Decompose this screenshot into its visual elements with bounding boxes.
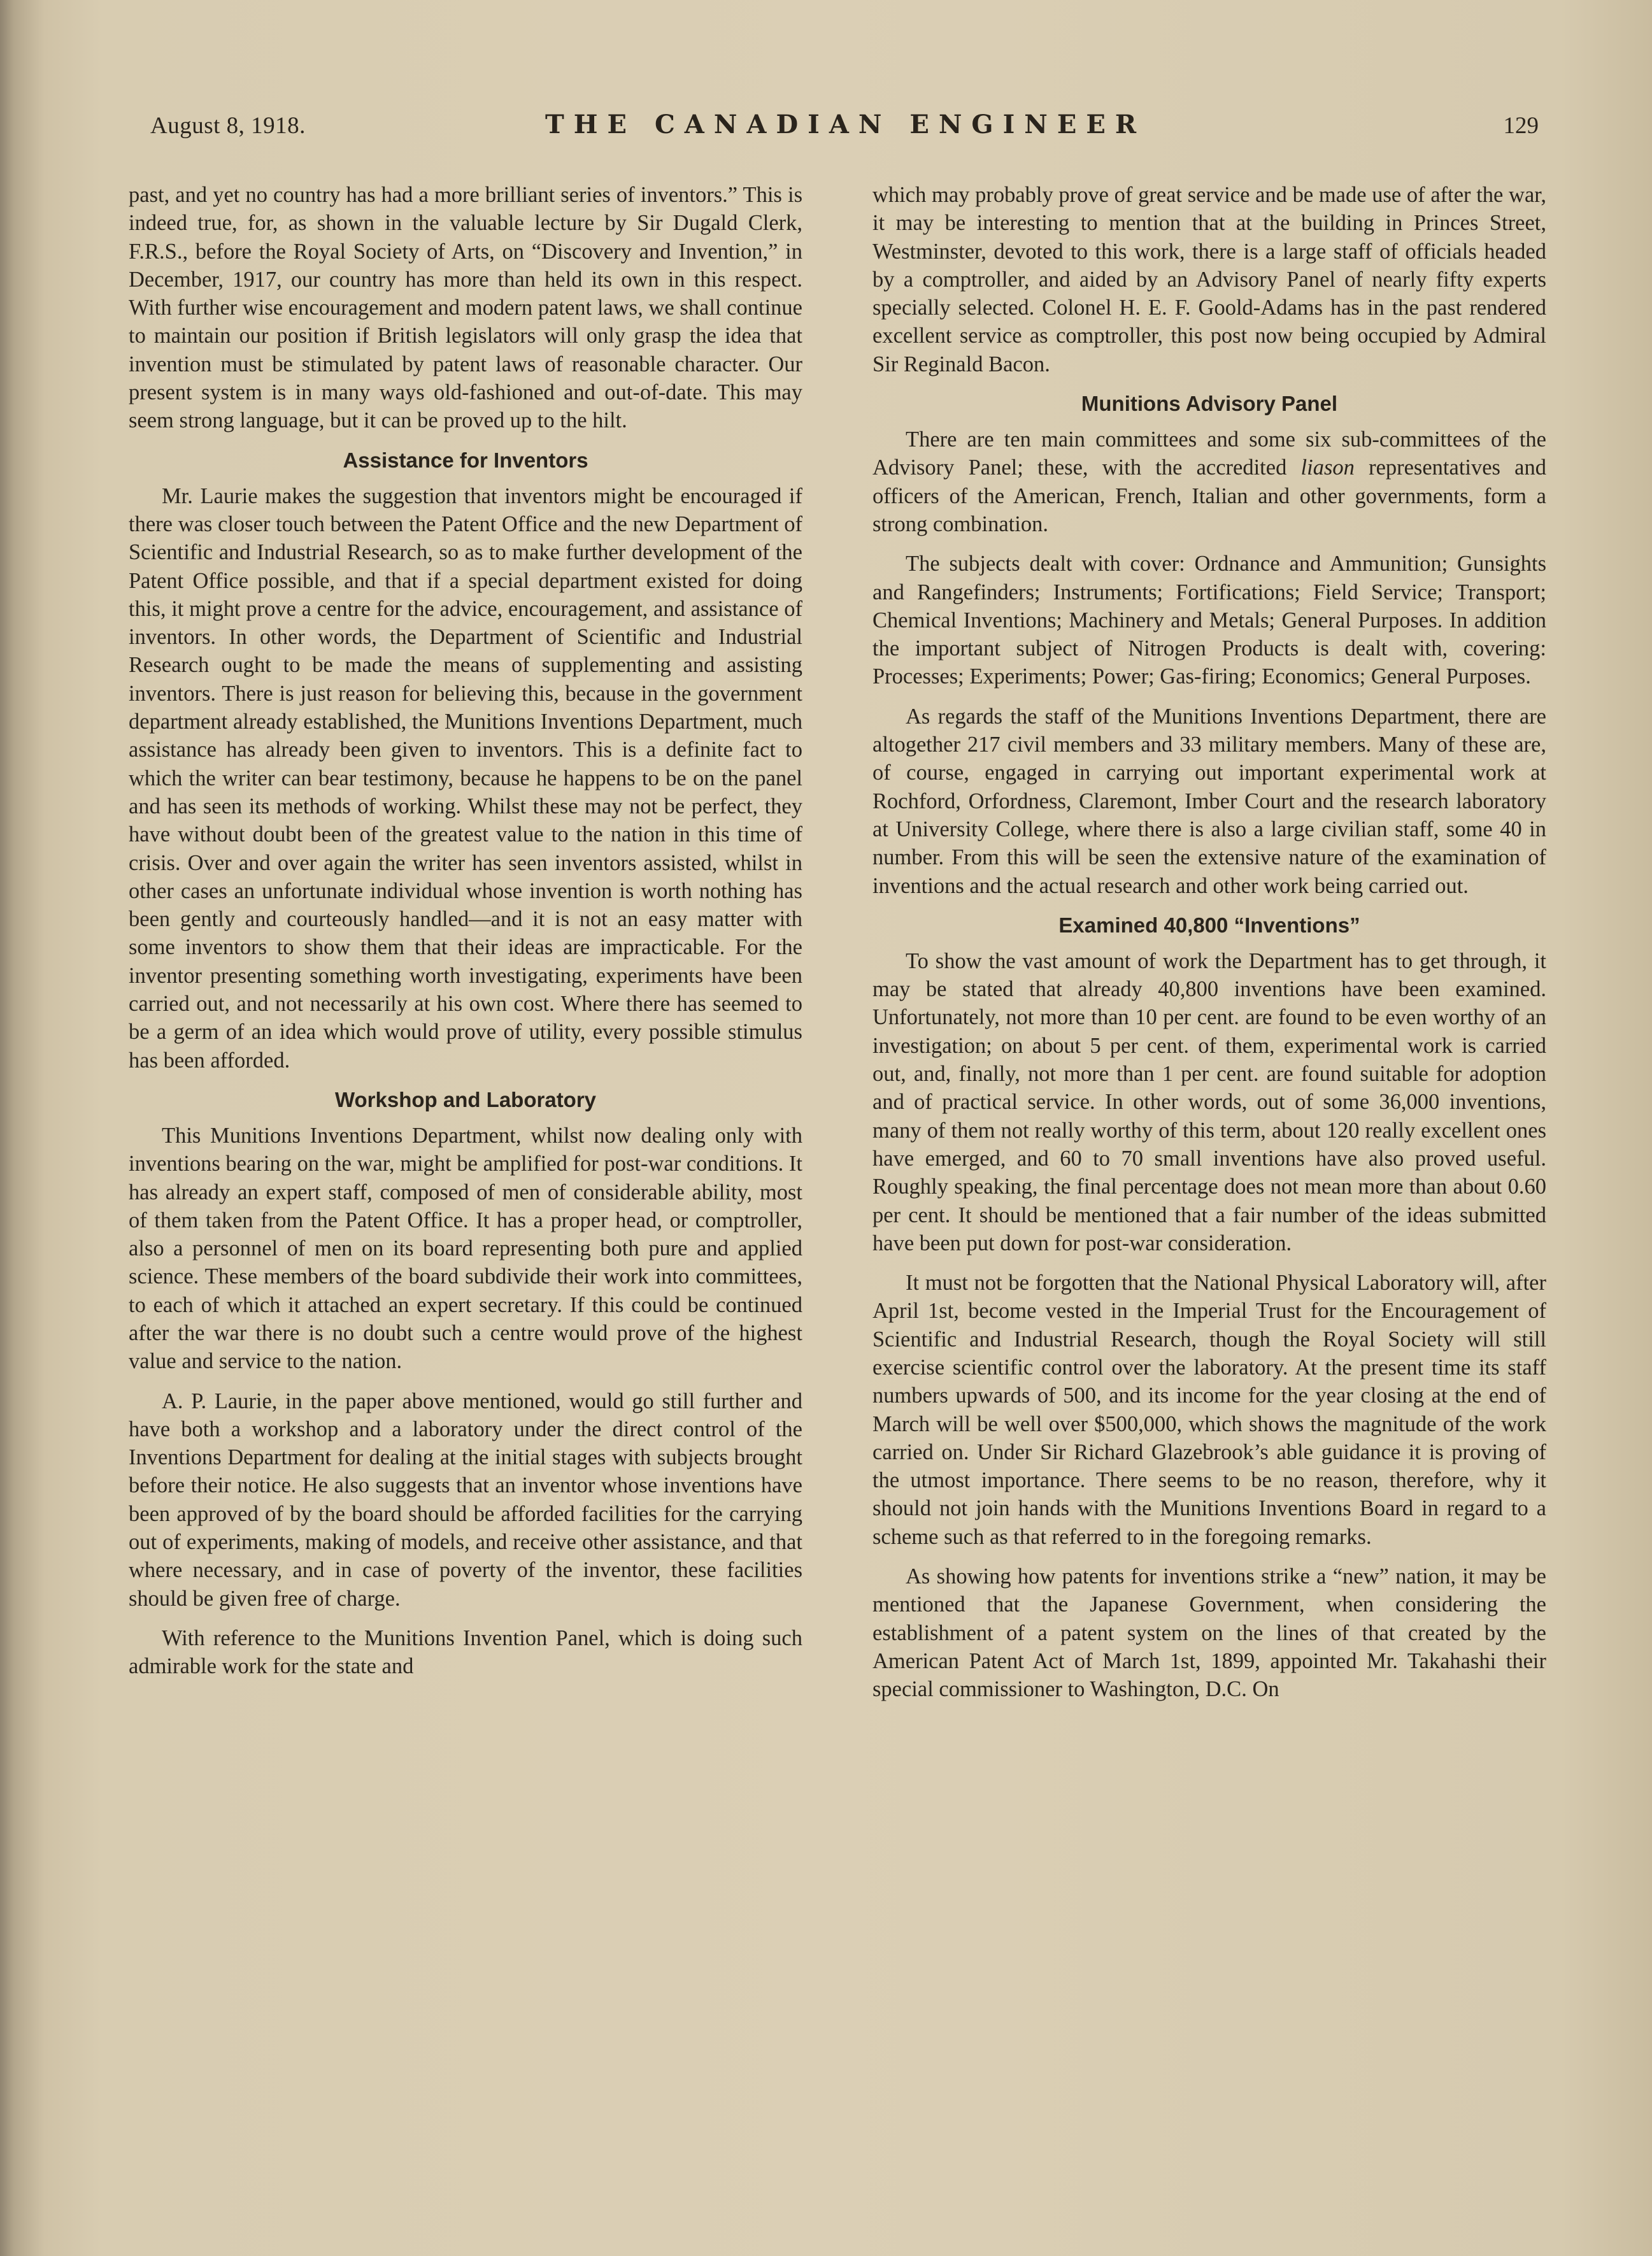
paragraph: A. P. Laurie, in the paper above mentioned, would go still further and have both a workshop and a laboratory under the direct control of the Inventions Department for dealing at the initial stages with subjects brought before their notice. He also suggests that an inventor whose inventions have been approved of by the board should be afforded facilities for the carrying out of experiments, making of models, and receive other assistance, and that where necessary, and in case of poverty of the inventor, these facilities should be given free of charge.	[129, 1389, 802, 1611]
italic-term: liason	[1300, 455, 1355, 480]
section-heading: Munitions Advisory Panel	[1081, 392, 1338, 416]
paragraph: which may probably prove of great service and be made use of after the war, it may be interesting to mention that at the building in Princes Street, Westminster, devoted to this work, there is a large staff of officials headed by a comptroller, and aided by an Advisory Panel of nearly fifty experts specially selected. Colonel H. E. F. Goold-Adams has in the past rendered excellent service as comptroller, this post now being occupied by Admiral Sir Reginald Bacon.	[872, 183, 1546, 376]
section-heading: Assistance for Inventors	[343, 448, 588, 472]
section-heading: Workshop and Laboratory	[334, 1087, 597, 1111]
paragraph: With reference to the Munitions Invention Panel, which is doing such admirable work for the state and	[129, 1625, 802, 1679]
text-run: There are ten main committees and some six sub-committees of the Advisory Panel; these, with the accredited	[872, 427, 1546, 480]
paragraph: It must not be forgotten that the National Physical Laboratory will, after April 1st, become vested in the Imperial Trust for the Encouragement of Scientific and Industrial Research, though the Royal Society will still exercise scientific control over the laboratory. At the present time its staff numbers upwards of 500, and its income for the year closing at the end of March will be well over $500,000, which shows the magnitude of the work carried on. Under Sir Richard Glazebrook’s able guidance it is proving of the utmost importance. There seems to be no reason, therefore, why it should not join hands with the Munitions Inventions Board in regard to a scheme such as that referred to in the foregoing remarks.	[872, 1271, 1546, 1549]
paragraph: As showing how patents for inventions strike a “new” nation, it may be mentioned that the Japanese Government, when considering the establishment of a patent system on the lines of that created by the American Patent Act of March 1st, 1899, appointed Mr. Takahashi their special commissioner to Washington, D.C. On	[872, 1564, 1546, 1702]
issue-date: August 8, 1918.	[150, 113, 306, 139]
running-header	[150, 107, 1564, 152]
paragraph: Mr. Laurie makes the suggestion that inventors might be encouraged if there was closer touch between the Patent Office and the new Department of Scientific and Industrial Research, so as to make further development of the Patent Office possible, and that if a special department existed for doing this, it might prove a centre for the advice, encouragement, and assistance of inventors. In other words, the Department of Scientific and Industrial Research ought to be made the means of supplementing and assisting inventors. There is just reason for believing this, because in the government department already established, the Munitions Inventions Department, much assistance has already been given to inventors. This is a definite fact to which the writer can bear testimony, because he happens to be on the panel and has seen its methods of working. Whilst these may not be perfect, they have without doubt been of the greatest value to the nation in this time of crisis. Over and over again the writer has seen inventors assisted, whilst in other cases an unfortunate individual whose invention is worth nothing has been gently and courteously handled—and it is not an easy matter with some inventors to show them that their ideas are impracticable. For the inventor presenting something worth investigating, experiments have been carried out, and not necessarily at his own cost. Where there has seemed to be a germ of an idea which would prove of utility, every possible stimulus has been afforded.	[129, 483, 802, 1073]
paragraph: To show the vast amount of work the Department has to get through, it may be stated that already 40,800 inventions have been examined. Unfortunately, not more than 10 per cent. are found to be even worthy of an investigation; on about 5 per cent. of them, experimental work is carried out, and, finally, not more than 1 per cent. are found suitable for adoption and of practical service. In other words, out of some 36,000 inventions, many of them not really worthy of this term, about 120 really excellent ones have emerged, and 60 to 70 small inventions have also proved useful. Roughly speaking, the final percentage does not mean more than about 0.60 per cent. It should be mentioned that a fair number of the ideas submitted have been put down for post-war consideration.	[872, 948, 1546, 1255]
paragraph: past, and yet no country has had a more brilliant series of inventors.” This is indeed true, for, as shown in the valuable lecture by Sir Dugald Clerk, F.R.S., before the Royal Society of Arts, on “Discovery and Invention,” in December, 1917, our country has more than held its own in this respect. With further wise encouragement and modern patent laws, we shall continue to maintain our position if British legislators will only grasp the idea that invention must be stimulated by patent laws of reasonable character. Our present system is in many ways old-fashioned and out-of-date. This may seem strong language, but it can be proved up to the hilt.	[129, 183, 802, 433]
page-number: 129	[1503, 113, 1539, 139]
right-column	[872, 181, 1546, 1704]
paragraph: The subjects dealt with cover: Ordnance and Ammunition; Gunsights and Rangefinders; Instruments; Fortifications; Field Service; Transport; Chemical Inventions; Machinery and Metals; General Purposes. In addition the important subject of Nitrogen Products is dealt with, covering: Processes; Experiments; Power; Gas-firing; Economics; General Purposes.	[872, 552, 1546, 689]
journal-title: THE CANADIAN ENGINEER	[545, 110, 1146, 139]
paragraph: As regards the staff of the Munitions Inventions Department, there are altogether 217 civil members and 33 military members. Many of these are, of course, engaged in carrying out important experimental work at Rochford, Orfordness, Claremont, Imber Court and the research laboratory at University College, where there is also a large civilian staff, some 40 in number. From this will be seen the extensive nature of the examination of inventions and the actual research and other work being carried out.	[872, 704, 1546, 898]
section-heading: Examined 40,800 “Inventions”	[1058, 913, 1360, 937]
paragraph: This Munitions Inventions Department, whilst now dealing only with inventions bearing on the war, might be amplified for post-war conditions. It has already an expert staff, composed of men of considerable ability, most of them taken from the Patent Office. It has a proper head, or comptroller, also a personnel of men on its board representing both pure and applied science. These members of the board subdivide their work into committees, to each of which it attached an expert secretary. If this could be continued after the war there is no doubt such a centre would prove of the highest value and service to the nation.	[129, 1123, 802, 1374]
left-column	[129, 181, 802, 1681]
text-run: representatives and officers of the American, French, Italian and other governments, form a strong combination.	[872, 455, 1546, 536]
paragraph	[872, 425, 1546, 538]
